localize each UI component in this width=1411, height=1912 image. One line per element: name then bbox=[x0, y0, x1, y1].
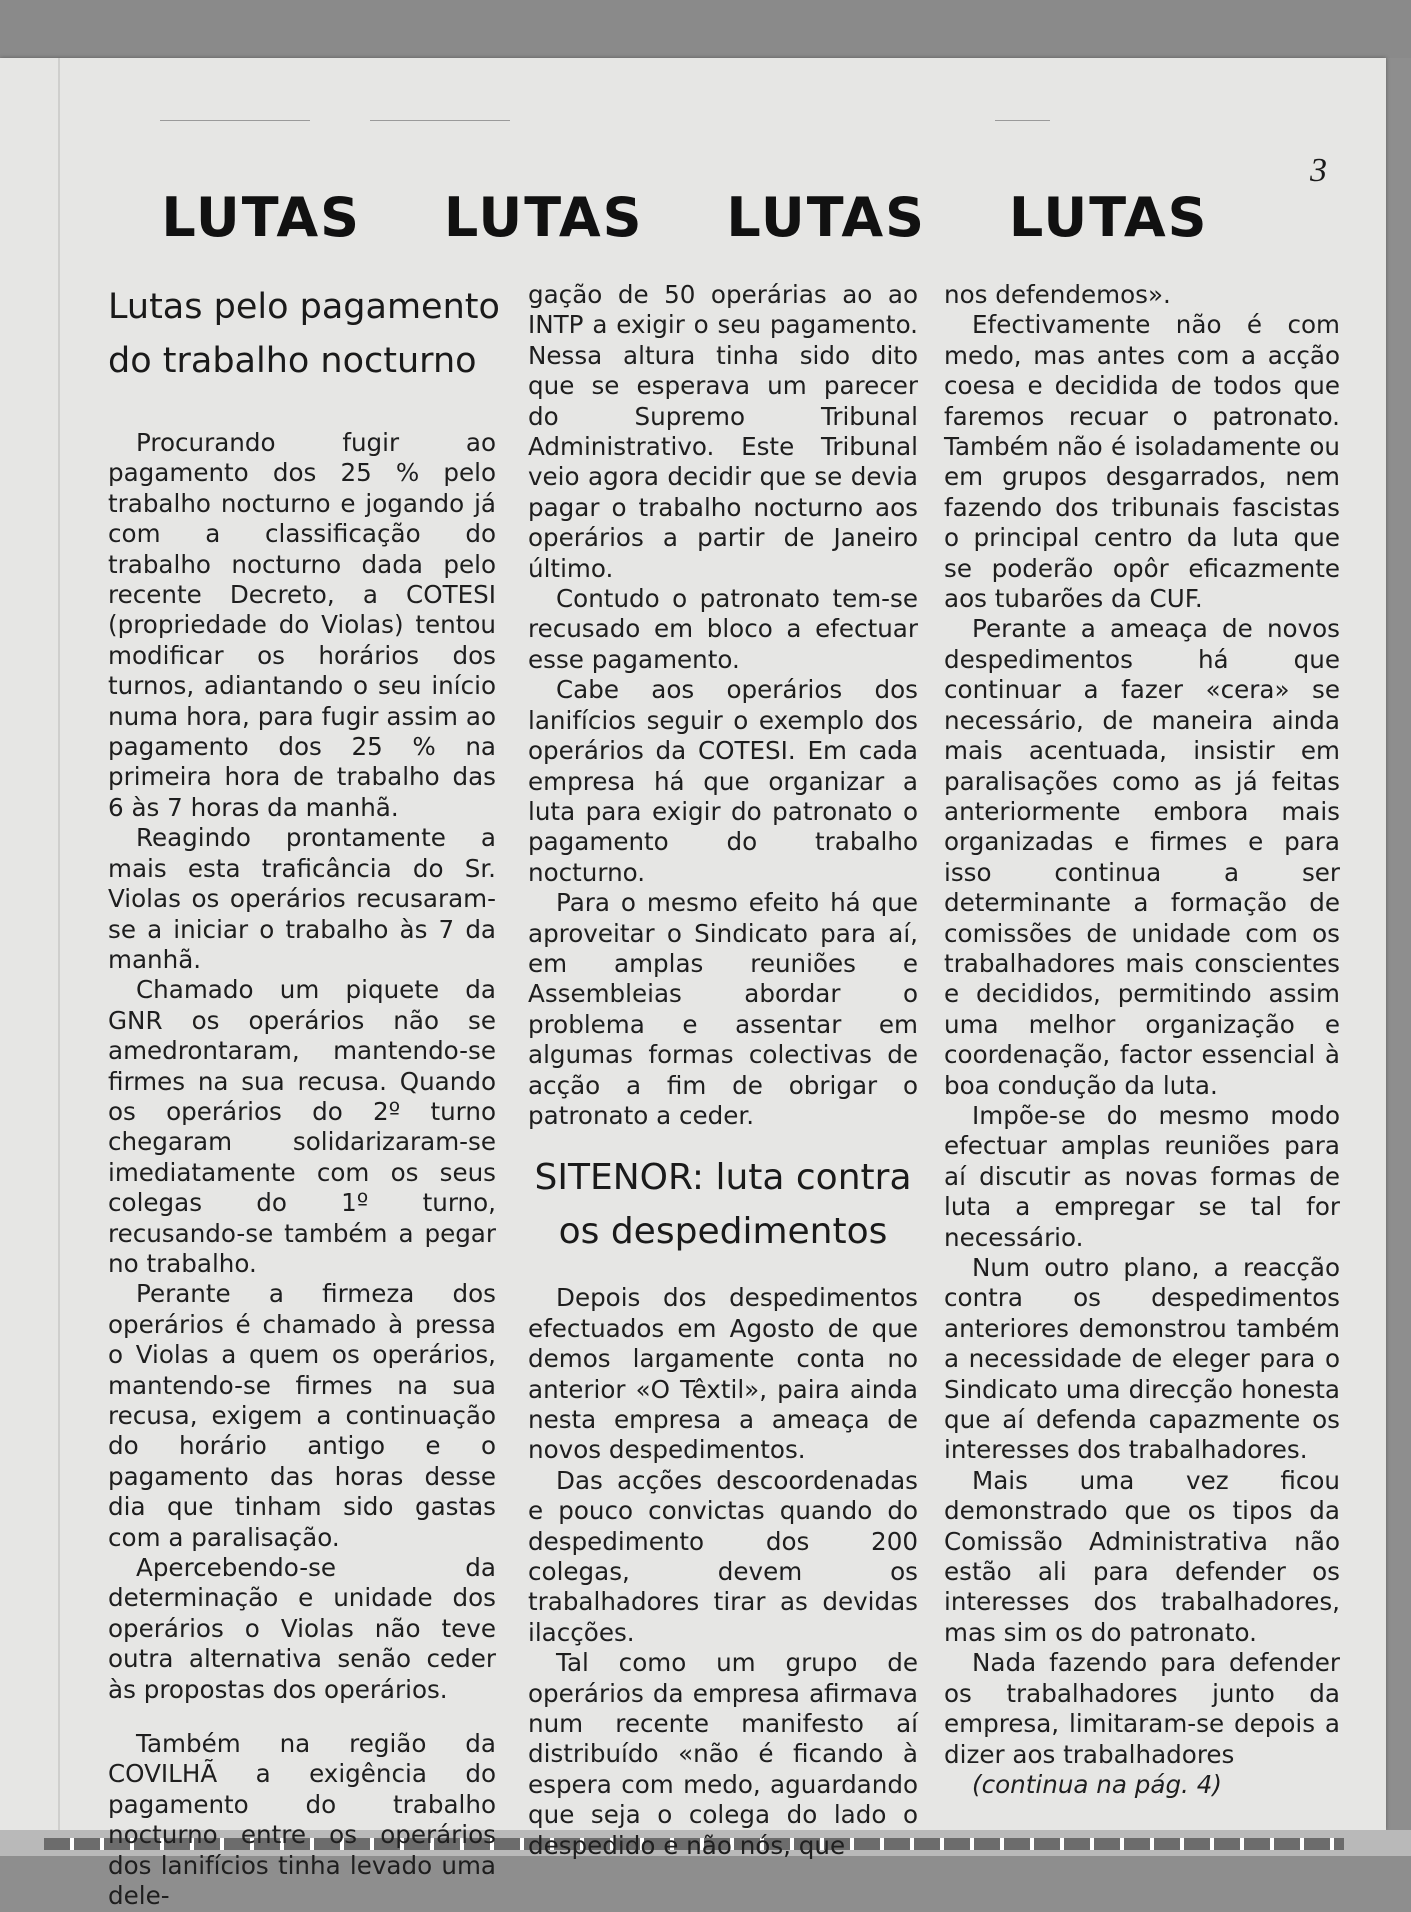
article-column-1 bbox=[108, 280, 500, 1912]
article-paragraph: Cabe aos operários dos lanifícios seguir o exemplo dos operários da COTESI. Em cada empresa há que organizar a luta para exigir do patronato o pagamento do trabalho nocturno. bbox=[528, 675, 918, 887]
article-paragraph: gação de 50 operárias ao ao INTP a exigir o seu pagamento. Nessa altura tinha sido dito que se esperava um parecer do Supremo Tribunal Administrativo. Este Tribunal veio agora decidir que se devia pagar o trabalho nocturno aos operários a partir de Janeiro último. bbox=[528, 280, 918, 583]
article-paragraph: Efectivamente não é com medo, mas antes com a acção coesa e decidida de todos que faremos recuar o patronato. Também não é isoladamente ou em grupos desgarrados, nem fazendo dos tribunais fascistas o principal centro da luta que se poderão opôr eficazmente aos tubarões da CUF. bbox=[944, 310, 1340, 614]
top-rule bbox=[370, 120, 510, 121]
continuation-note: (continua na pág. 4) bbox=[972, 1769, 1222, 1799]
article-paragraph: Chamado um piquete da GNR os operários não se amedrontaram, mantendo-se firmes na sua recusa. Quando os operários do 2º turno chegaram solidarizaram-se imediatamente com os seus colegas do 1º turno, recusando-se também a pegar no trabalho. bbox=[108, 975, 496, 1278]
scan-background-top bbox=[0, 0, 1411, 58]
article-paragraph: Contudo o patronato tem-se recusado em bloco a efectuar esse pagamento. bbox=[528, 584, 918, 674]
section-banner bbox=[120, 182, 1250, 252]
headline-line: SITENOR: luta contra bbox=[534, 1157, 912, 1199]
article-paragraph: Mais uma vez ficou demonstrado que os tipos da Comissão Administrativa não estão ali para defender os interesses dos trabalhadores, mas sim os do patronato. bbox=[944, 1465, 1340, 1647]
banner-word: LUTAS bbox=[1008, 185, 1209, 249]
banner-word: LUTAS bbox=[161, 185, 362, 249]
paragraph-gap bbox=[108, 1705, 496, 1729]
article-paragraph: nos defendemos». bbox=[944, 280, 1171, 309]
article-paragraph: Também na região da COVILHÃ a exigência do pagamento do trabalho nocturno entre os operários dos lanifícios tinha levado uma dele- bbox=[108, 1729, 496, 1911]
banner-word: LUTAS bbox=[443, 185, 644, 249]
article-paragraph: Para o mesmo efeito há que aproveitar o Sindicato para aí, em amplas reuniões e Assembleias abordar o problema e assentar em algumas formas colectivas de acção a fim de obrigar o patronato a ceder. bbox=[528, 888, 918, 1130]
article-paragraph: Tal como um grupo de operários da empresa afirmava num recente manifesto aí distribuído «não é ficando à espera com medo, aguardando que seja o colega do lado o despedido e não nós, que bbox=[528, 1648, 918, 1860]
page-fold-line bbox=[58, 58, 60, 1830]
article-paragraph: Apercebendo-se da determinação e unidade dos operários o Violas não teve outra alternativa senão ceder às propostas dos operários. bbox=[108, 1553, 496, 1704]
headline-line: Lutas pelo pagamento bbox=[108, 287, 500, 327]
article-paragraph: Num outro plano, a reacção contra os despedimentos anteriores demonstrou também a necessidade de eleger para o Sindicato uma direcção honesta que aí defenda capazmente os interesses dos trabalhadores. bbox=[944, 1253, 1340, 1465]
article-paragraph: Impõe-se do mesmo modo efectuar amplas reuniões para aí discutir as novas formas de luta a empregar se tal for necessário. bbox=[944, 1100, 1340, 1252]
page-number: 3 bbox=[1310, 152, 1327, 189]
article-headline bbox=[528, 1151, 918, 1259]
article-paragraph: Nada fazendo para defender os trabalhadores junto da empresa, limitaram-se depois a dizer aos trabalhadores bbox=[944, 1648, 1340, 1769]
headline-line: os despedimentos bbox=[558, 1211, 888, 1253]
article-paragraph: Das acções descoordenadas e pouco convictas quando do despedimento dos 200 colegas, devem os trabalhadores tirar as devidas ilacções. bbox=[528, 1465, 918, 1647]
headline-line: do trabalho nocturno bbox=[108, 341, 477, 381]
article-column-2 bbox=[528, 280, 918, 1861]
top-rule bbox=[995, 120, 1050, 121]
article-paragraph: Reagindo prontamente a mais esta traficância do Sr. Violas os operários recusaram-se a iniciar o trabalho às 7 da manhã. bbox=[108, 823, 496, 974]
article-paragraph: Procurando fugir ao pagamento dos 25 % pelo trabalho nocturno e jogando já com a classificação do trabalho nocturno dada pelo recente Decreto, a COTESI (propriedade do Violas) tentou modificar os horários dos turnos, adiantando o seu início numa hora, para fugir assim ao pagamento dos 25 % na primeira hora de trabalho das 6 às 7 horas da manhã. bbox=[108, 428, 496, 822]
top-rule bbox=[160, 120, 310, 121]
article-column-3 bbox=[944, 280, 1340, 1800]
article-headline bbox=[108, 280, 508, 388]
article-paragraph: Perante a ameaça de novos despedimentos há que continuar a fazer «cera» se necessário, de maneira ainda mais acentuada, insistir em paralisações como as já feitas anteriormente embora mais organizadas e firmes e para isso continua a ser determinante a formação de comissões de unidade com os trabalhadores mais conscientes e decididos, permitindo assim uma melhor organização e coordenação, factor essencial à boa condução da luta. bbox=[944, 614, 1340, 1100]
banner-word: LUTAS bbox=[726, 185, 927, 249]
article-paragraph: Depois dos despedimentos efectuados em Agosto de que demos largamente conta no anterior «O Têxtil», paira ainda nesta empresa a ameaça de novos despedimentos. bbox=[528, 1283, 918, 1465]
article-paragraph: Perante a firmeza dos operários é chamado à pressa o Violas a quem os operários, mantendo-se firmes na sua recusa, exigem a continuação do horário antigo e o pagamento das horas desse dia que tinham sido gastas com a paralisação. bbox=[108, 1279, 496, 1552]
